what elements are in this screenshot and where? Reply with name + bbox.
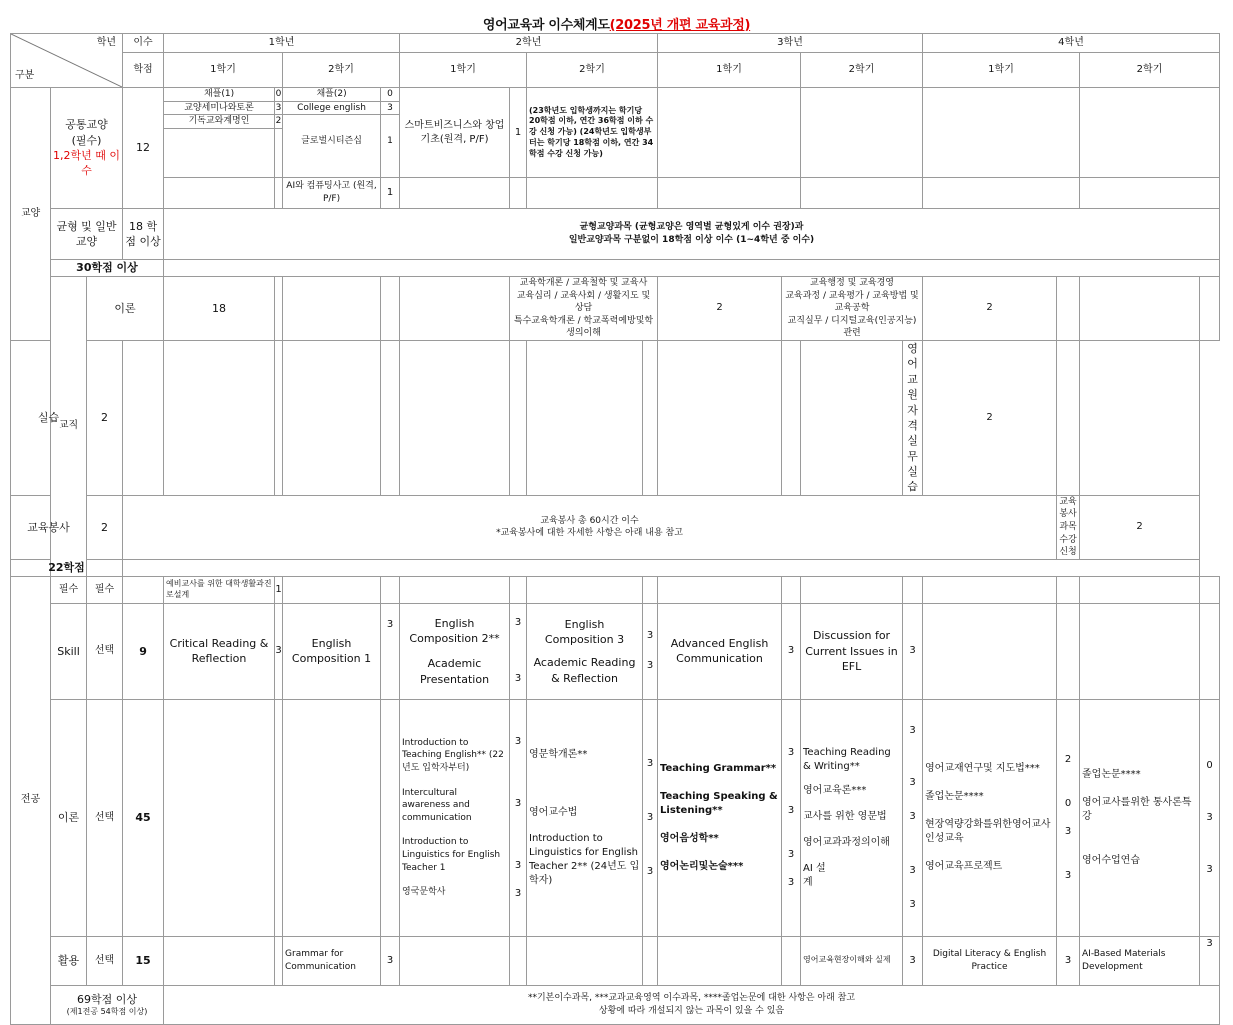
gp-e14 [1080,340,1200,495]
gyojik-y1s2-cr [400,277,510,341]
y2s1-cr-empty2 [510,178,527,209]
header-gubun: 구분 [15,70,35,81]
skill-y4s1 [923,603,1057,699]
applied-y4s1-credit: 3 [1057,936,1080,985]
gp-e2 [164,340,275,495]
applied-type: 활용 [51,936,87,985]
skill-y3s1-course: Advanced English Communication [658,603,782,699]
skill-y1s2-credit: 3 [381,603,400,699]
gp-e1 [123,340,164,495]
gyojik-y2-courses: 교육학개론 / 교육철학 및 교육사 교육심리 / 교육사회 / 생활지도 및 상담 특수교육학개론 / 학교폭력예방및학생의이해 [510,277,658,341]
common-req: (필수) [71,133,102,147]
gyojik-service-course: 교육봉사 과목 수강신청 [1057,495,1080,559]
skill-y4s2 [1080,603,1200,699]
gyojik-practice-credits: 2 [87,340,123,495]
skill-y1s1-course: Critical Reading & Reflection [164,603,275,699]
header-y3-sem1: 1학기 [658,53,801,88]
gp-e11 [782,340,801,495]
gp-e13 [1057,340,1080,495]
common-note: 1,2학년 때 이수 [53,149,120,178]
y2s1-common-credit: 1 [510,88,527,178]
skill-y2s2-credits: 3 3 [643,603,658,699]
gp-e3 [275,340,283,495]
skill-y2s1-courses: English Composition 2** Academic Presentation [400,603,510,699]
gyojik-y1s1 [275,277,283,341]
y2s1-common-course: 스마트비즈니스와 창업기초(원격, P/F) [400,88,510,178]
y1s2-common-courses: 채플(2) College english 글로벌시티즌십 [283,88,381,178]
gyojik-service-name: 교육봉사 [11,495,87,559]
gyojik-y3-credit: 2 [923,277,1057,341]
balance-credits: 18 학점 이상 [123,209,164,260]
theory-y2s1-credits: 3 3 3 3 [510,699,527,936]
gyojik-service-description: 교육봉사 총 60시간 이수 *교육봉사에 대한 자세한 사항은 아래 내용 참고 [123,495,1057,559]
header-y2-sem1: 1학기 [400,53,527,88]
header-isu: 이수 [123,34,164,53]
theory-y1s1-cr [275,699,283,936]
major-required-course: 예비교사를 위한 대학생활과진로설계 [164,576,275,603]
skill-y2s2-courses: English Composition 3 Academic Reading & Reflection [527,603,643,699]
jeongong-label: 전공 [11,576,51,1024]
gyojik-service-credit: 2 [1080,495,1200,559]
theory-y2s1-courses: Introduction to Teaching English** (22년도 입학자부터) Intercultural awareness and communication Introduction to Linguistics for English Teacher 1 영국문학사 [400,699,510,936]
gyojik-y4s1-cr [1080,277,1200,341]
common-credits: 12 [123,88,164,209]
header-y4-sem2: 2학기 [1080,53,1220,88]
skill-kind: 선택 [87,603,123,699]
applied-kind: 선택 [87,936,123,985]
header-year-2: 2학년 [400,34,658,53]
major-required-credit: 1 [275,576,283,603]
applied-y3s1-cr [782,936,801,985]
mr-e8 [782,576,801,603]
gp-e12 [801,340,903,495]
gyoyang-total: 30학점 이상 [51,260,164,277]
gyojik-theory-credits: 18 [164,277,275,341]
gp-e5 [381,340,400,495]
theory-y4s1-credits: 2 0 3 3 [1057,699,1080,936]
common-name: 공통교양 [65,118,108,132]
skill-type: Skill [51,603,87,699]
gp-e9 [643,340,658,495]
curriculum-table [10,33,1220,1025]
skill-y3s2-credit: 3 [903,603,923,699]
theory-y3s2-courses: Teaching Reading & Writing** 영어교육론*** 교사를 위한 영문법 영어교과과정의이해 AI 설계 [801,699,903,936]
applied-y1s1-cr [275,936,283,985]
theory-y1s1 [164,699,275,936]
gyojik-theory-name: 이론 [87,277,164,341]
gp-e6 [400,340,510,495]
applied-y2s1-cr [510,936,527,985]
skill-y4s2-cr [1200,603,1220,699]
mr-e6 [643,576,658,603]
gp-e10 [658,340,782,495]
applied-y3s2-credit: 3 [903,936,923,985]
gyojik-y4s1 [1057,277,1080,341]
y1s1-empty [164,178,275,209]
mr-e11 [923,576,1057,603]
applied-y4s2-course: AI-Based Materials Development [1080,936,1200,985]
skill-y4s1-cr [1057,603,1080,699]
skill-credits: 9 [123,603,164,699]
mr-e9 [801,576,903,603]
theory-y3s2-credits: 3 3 3 3 3 [903,699,923,936]
mr-e13 [1080,576,1200,603]
y2s2-credit-limit-note: (23학년도 입학생까지는 학기당 20학점 이하, 연간 36학점 이하 수강 신청 가능) (24학년도 입학생부터는 학기당 18학점 이하, 연간 34학점 수강 신청 가능) [527,88,658,178]
header-y4-sem1: 1학기 [923,53,1080,88]
y1s2-common-credits: 0 3 1 [381,88,400,178]
header-y3-sem2: 2학기 [801,53,923,88]
header-y2-sem2: 2학기 [527,53,658,88]
theory-credits: 45 [123,699,164,936]
mr-e12 [1057,576,1080,603]
applied-y2s1 [400,936,510,985]
major-required-kind: 필수 [87,576,123,603]
skill-y3s2-course: Discussion for Current Issues in EFL [801,603,903,699]
theory-y3s1-credits: 3 3 3 3 [782,699,801,936]
y1s1-common-credits: 0 3 2 [275,88,283,178]
y2s1-empty2 [400,178,510,209]
balance-description: 균형교양과목 (균형교양은 영역별 균형있게 이수 권장)과 일반교양과목 구분없이 18학점 이상 이수 (1~4학년 중 이수) [164,209,1220,260]
title-main: 영어교육과 이수체계도 [482,18,610,33]
y3s1-empty2 [658,178,801,209]
header-hakjeom: 학점 [123,53,164,88]
y1s2-ai-credit: 1 [381,178,400,209]
major-footer-notes: **기본이수과목, ***교과교육영역 이수과목, ****졸업논문에 대한 사항은 아래 참고 상황에 따라 개설되지 않는 과목이 있을 수 있음 [164,985,1220,1024]
header-corner [11,34,123,88]
gyojik-y2-credit: 2 [658,277,782,341]
theory-y2s2-credits: 3 3 3 [643,699,658,936]
header-year-3: 3학년 [658,34,923,53]
common-gyoyang-name [51,88,123,209]
skill-y1s2-course: English Composition 1 [283,603,381,699]
theory-type: 이론 [51,699,87,936]
gyoyang-label: 교양 [11,88,51,341]
mr-e7 [658,576,782,603]
gp-e7 [510,340,527,495]
balance-name: 균형 및 일반교양 [51,209,123,260]
title-sub: (2025년 개편 교육과정) [609,18,751,33]
skill-y3s1-credit: 3 [782,603,801,699]
mr-e4 [510,576,527,603]
gyojik-practice-name: 실습 [11,340,87,495]
header-year-4: 4학년 [923,34,1220,53]
applied-y2s2-cr [643,936,658,985]
mr-e14 [1200,576,1220,603]
header-y1-sem1: 1학기 [164,53,283,88]
gyojik-practice-course: 영어교원자격실무실습 [903,340,923,495]
gyojik-practice-credit: 2 [923,340,1057,495]
y4s1-empty2 [923,178,1080,209]
applied-y1s2-credit: 3 [381,936,400,985]
y4s2-empty [1080,88,1220,178]
gyojik-label: 교직 [51,277,87,577]
header-year-1: 1학년 [164,34,400,53]
gyojik-y3-courses: 교육행정 및 교육경영 교육과정 / 교육평가 / 교육방법 및 교육공학 교직실무 / 디지털교육(인공지능)관련 [782,277,923,341]
gyojik-total: 22학점 [11,559,123,576]
major-required-type: 필수 [51,576,87,603]
header-y1-sem2: 2학기 [283,53,400,88]
y1s1-cr-empty [275,178,283,209]
applied-y4s1-course: Digital Literacy & English Practice [923,936,1057,985]
theory-kind: 선택 [87,699,123,936]
mr-e3 [400,576,510,603]
y3s2-empty [801,88,923,178]
applied-y3s2-course: 영어교육현장이해와 실제 [801,936,903,985]
skill-y1s1-credit: 3 [275,603,283,699]
gp-e4 [283,340,381,495]
theory-y1s2 [283,699,381,936]
theory-y4s2-courses: 졸업논문**** 영어교사를위한 통사론특강 영어수업연습 [1080,699,1200,936]
mr-e1 [283,576,381,603]
applied-y1s2-course: Grammar for Communication [283,936,381,985]
major-required-credits [123,576,164,603]
applied-y4s2-credit: 3 [1200,936,1220,985]
gyojik-service-credits: 2 [87,495,123,559]
y3s1-empty [658,88,801,178]
mr-e2 [381,576,400,603]
applied-y2s2 [527,936,643,985]
theory-y1s2-cr [381,699,400,936]
page-title [0,14,1233,33]
gyojik-y1s2 [381,277,400,341]
theory-y3s1-courses: Teaching Grammar** Teaching Speaking & Listening** 영어음성학** 영어논리및논술*** [658,699,782,936]
gyojik-y1s1-cr [283,277,381,341]
gyoyang-total-empty [164,260,1220,277]
y3s2-empty2 [801,178,923,209]
mr-e10 [903,576,923,603]
y1s1-common-courses: 채플(1) 교양세미나와토론 기독교와계명인 [164,88,275,178]
applied-y3s1 [658,936,782,985]
major-total: 69학점 이상 (제1전공 54학점 이상) [51,985,164,1024]
theory-y4s1-courses: 영어교재연구및 지도법*** 졸업논문**** 현장역량강화를위한영어교사인성교육 영어교육프로젝트 [923,699,1057,936]
mr-e5 [527,576,643,603]
applied-credits: 15 [123,936,164,985]
gp-e8 [527,340,643,495]
header-haknyeon: 학년 [96,37,117,48]
skill-y2s1-credits: 3 3 [510,603,527,699]
y4s1-empty [923,88,1080,178]
applied-y1s1 [164,936,275,985]
y2s2-empty2 [527,178,658,209]
y1s2-ai-course: AI와 컴퓨팅사고 (원격, P/F) [283,178,381,209]
y4s2-empty2 [1080,178,1220,209]
gyojik-total-empty [123,559,1200,576]
theory-y4s2-credits: 0 3 3 [1200,699,1220,936]
theory-y2s2-courses: 영문학개론** 영어교수법 Introduction to Linguistics for English Teacher 2** (24년도 입학자) [527,699,643,936]
gyojik-y4s2 [1200,277,1220,341]
